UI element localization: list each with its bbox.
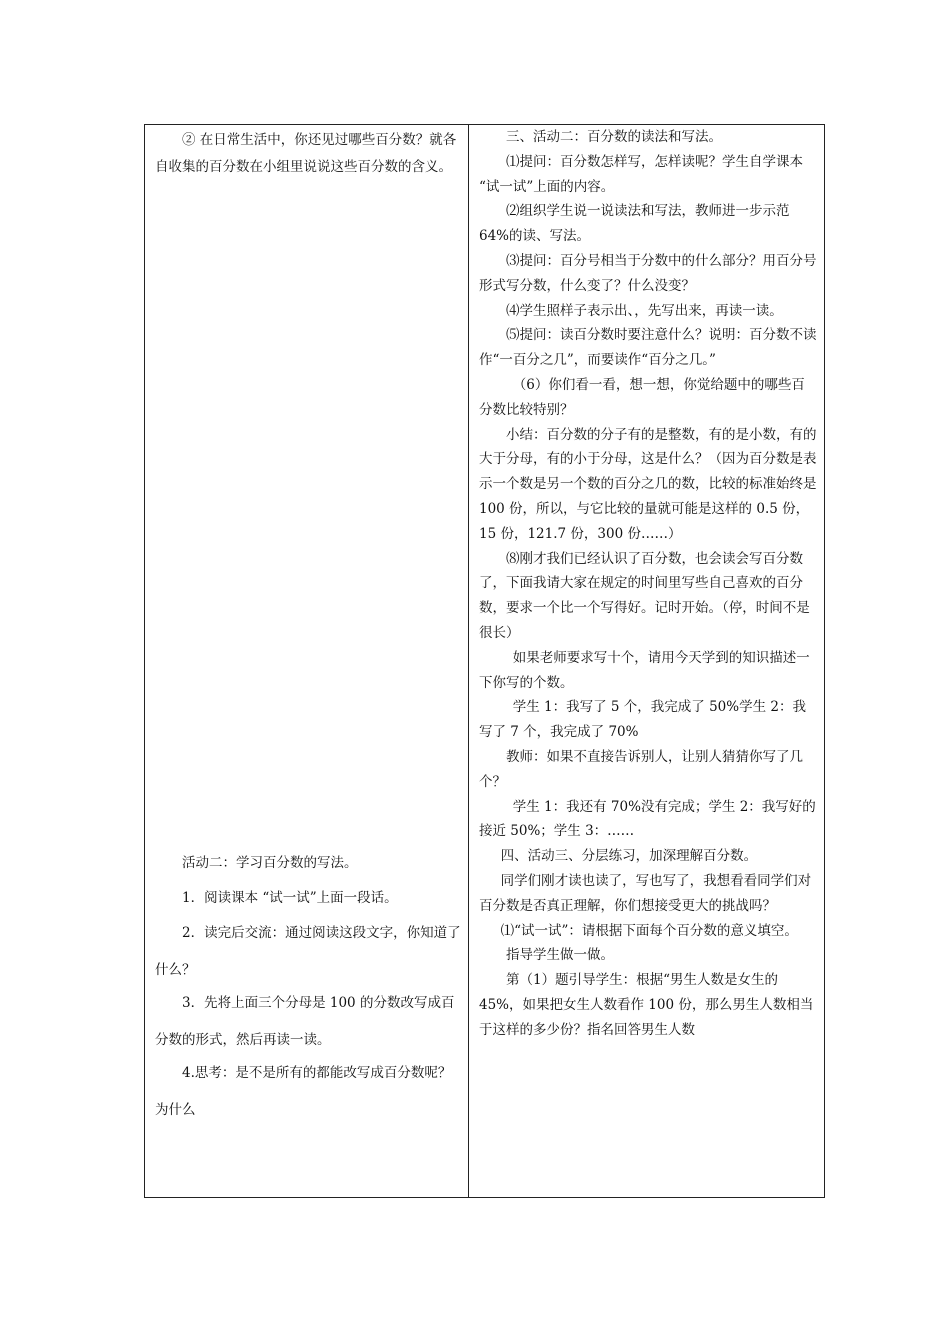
step-4-practice: ⑷学生照样子表示出、，先写出来，再读一读。: [506, 302, 783, 319]
step-2: 2．读完后交流：通过阅读这段文字，你知道了什么？: [155, 925, 461, 978]
teacher-prompt: 教师：如果不直接告诉别人，让别人猜猜你写了几个？: [479, 748, 803, 790]
step-5-reading-note: ⑸提问：读百分数时要注意什么？说明：百分数不读作“一百分之几”，而要读作“百分之几。”: [479, 327, 817, 369]
student-answers-1: 学生 1：我写了 5 个，我完成了 50%学生 2：我写了 7 个，我完成了 70%: [479, 699, 806, 741]
step-4: 4.思考：是不是所有的都能改写成百分数呢？为什么: [155, 1065, 452, 1118]
describe-count: 如果老师要求写十个，请用今天学到的知识描述一下你写的个数。: [479, 649, 810, 691]
teacher-activity-column: [479, 125, 817, 1197]
question-1-guidance: 第（1）题引导学生：根据“男生人数是女生的 45%，如果把女生人数看作 100 份，那么男生人数相当于这样的多少份？指名回答男生人数: [479, 972, 814, 1038]
step-3: 3．先将上面三个分母是 100 的分数改写成百分数的形式，然后再读一读。: [155, 995, 455, 1048]
step-8-writing: ⑻刚才我们已经认识了百分数，也会读会写百分数了，下面我请大家在规定的时间里写些自己喜欢的百分数，要求一个比一个写得好。记时开始。（停，时间不是很长）: [479, 550, 810, 641]
intro-question: ② 在日常生活中，你还见过哪些百分数？就各自收集的百分数在小组里说说这些百分数的含义。: [155, 132, 457, 175]
guide-students: 指导学生做一做。: [506, 947, 614, 964]
challenge-intro: 同学们刚才读也读了，写也写了，我想看看同学们对百分数是否真正理解，你们想接受更大的挑战吗？: [479, 872, 812, 914]
activity-title: 活动二：学习百分数的写法。: [182, 855, 358, 871]
step-1-question: ⑴提问：百分数怎样写，怎样读呢？学生自学课本 “试一试”上面的内容。: [479, 153, 803, 195]
lesson-plan-table: [144, 124, 825, 1198]
step-3-question: ⑶提问：百分号相当于分数中的什么部分？用百分号形式写分数，什么变了？什么没变？: [479, 252, 817, 294]
summary: 小结：百分数的分子有的是整数，有的是小数，有的大于分母，有的小于分母，这是什么？（因为百分数是表示一个数是另一个数的百分之几的数，比较的标准始终是 100 份，所以，与它比较的量就可能是这样的 0.5 份，15 份，121.7 份，300 份……）: [479, 426, 817, 542]
step-1: 1．阅读课本 “试一试”上面一段话。: [182, 890, 398, 906]
step-6-question: （6）你们看一看，想一想，你觉给题中的哪些百分数比较特别？: [479, 376, 805, 418]
section-4-heading: 四、活动三、分层练习，加深理解百分数。: [500, 848, 758, 865]
column-divider: [468, 125, 469, 1197]
student-activity-column: [155, 125, 461, 1197]
step-2-demo: ⑵组织学生说一说读法和写法，教师进一步示范 64%的读、写法。: [479, 203, 790, 245]
section-3-heading: 三、活动二：百分数的读法和写法。: [506, 129, 722, 145]
try-it-exercise: ⑴“试一试”：请根据下面每个百分数的意义填空。: [500, 922, 798, 939]
student-answers-2: 学生 1：我还有 70%没有完成；学生 2：我写好的接近 50%；学生 3：……: [479, 798, 816, 840]
